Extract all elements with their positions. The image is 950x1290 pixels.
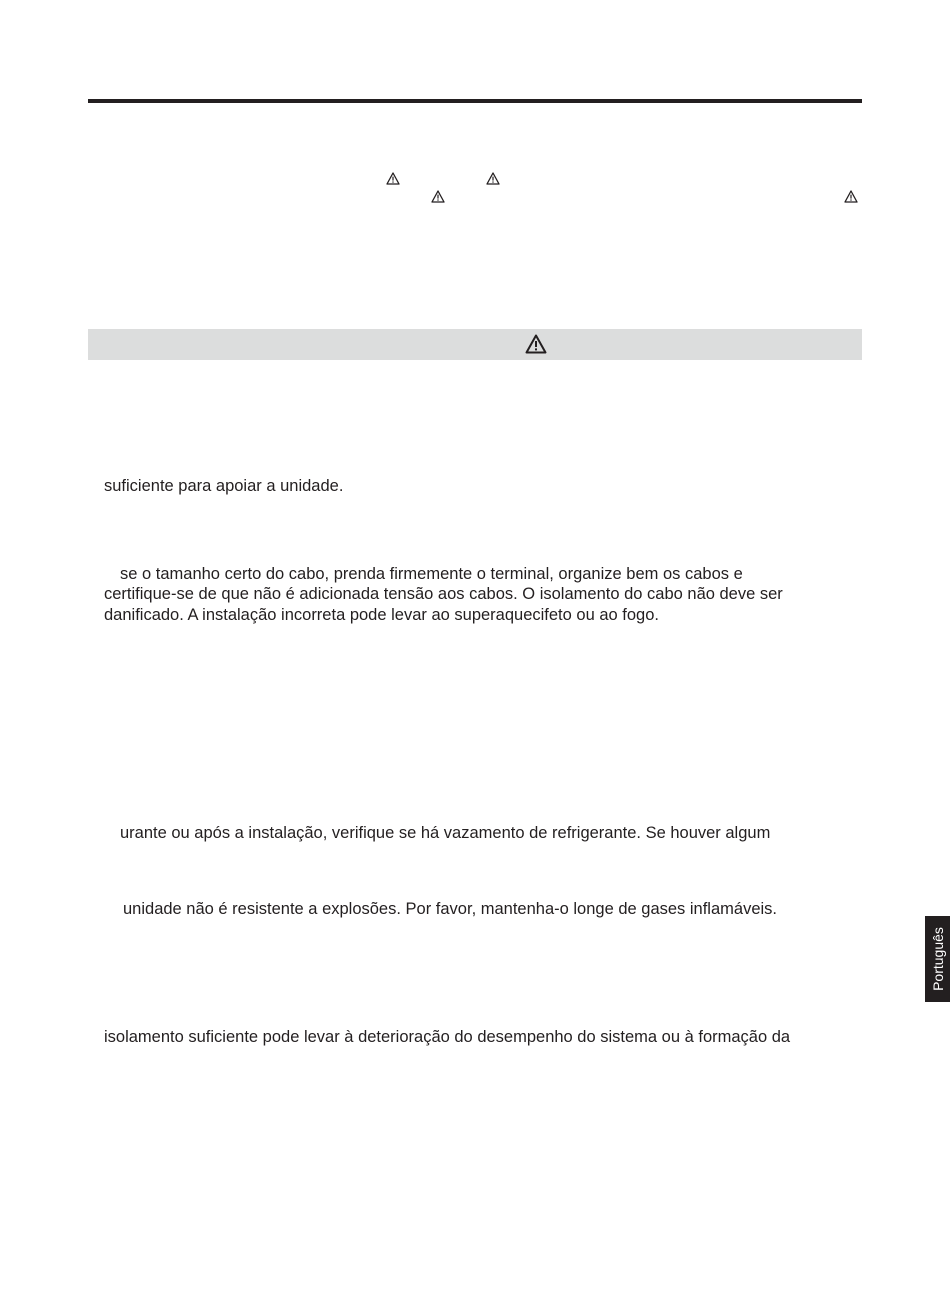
warning-triangle-icon [386, 172, 400, 185]
language-side-tab [925, 916, 950, 1002]
header-rule [88, 99, 862, 103]
body-text-line: certifique-se de que não é adicionada tensão aos cabos. O isolamento do cabo não deve ser [104, 585, 783, 603]
body-text-line: suficiente para apoiar a unidade. [104, 477, 344, 495]
warning-triangle-icon [431, 190, 445, 203]
warning-triangle-icon [844, 190, 858, 203]
body-text-line: isolamento suficiente pode levar à deterioração do desempenho do sistema ou à formação da [104, 1028, 791, 1046]
body-text-line: unidade não é resistente a explosões. Por favor, mantenha-o longe de gases inflamáveis. [123, 900, 777, 918]
warning-triangle-icon [486, 172, 500, 185]
warning-banner [88, 329, 862, 360]
language-tab-label: Português [929, 927, 946, 991]
warning-triangle-icon [525, 334, 547, 354]
body-text-line: danificado. A instalação incorreta pode levar ao superaquecifeto ou ao fogo. [104, 606, 659, 624]
body-text-line: urante ou após a instalação, verifique se há vazamento de refrigerante. Se houver algum [120, 824, 771, 842]
body-text-line: se o tamanho certo do cabo, prenda firmemente o terminal, organize bem os cabos e [120, 565, 743, 583]
